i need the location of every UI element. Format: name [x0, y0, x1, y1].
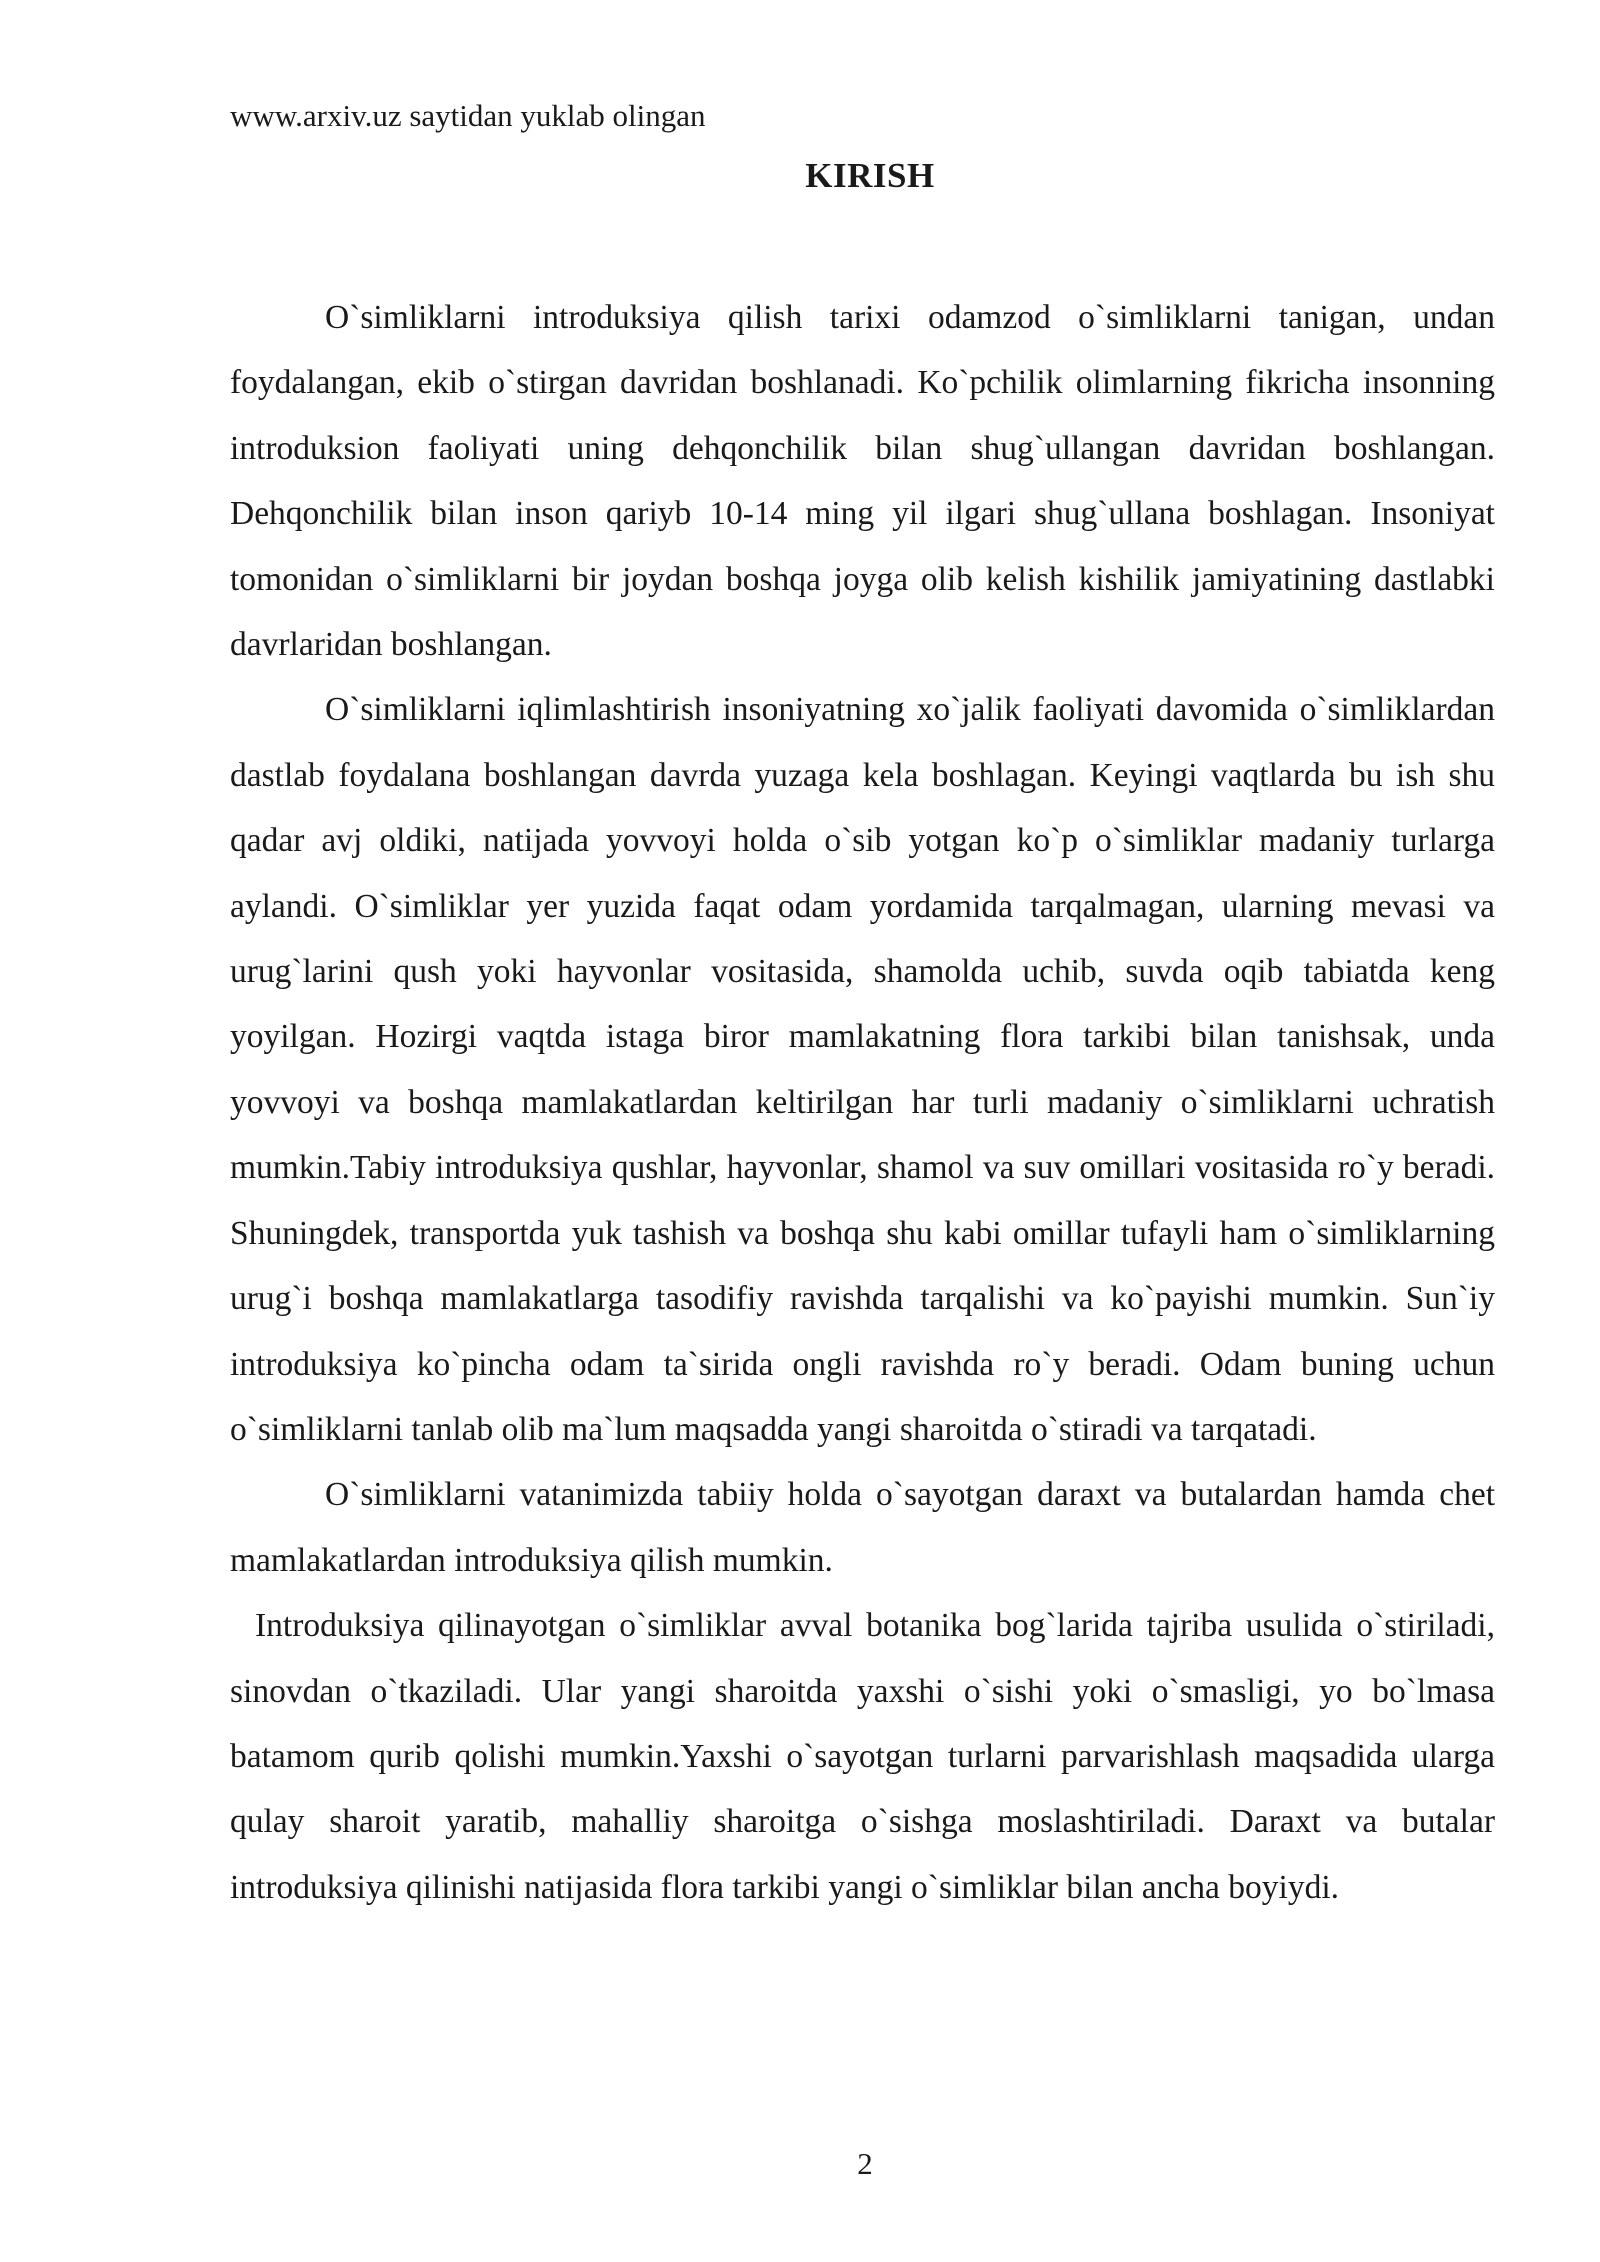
paragraph-4: Introduksiya qilinayotgan o`simliklar avval botanika bog`larida tajriba usulida o`stiriladi, sinovdan o`tkaziladi. Ular yangi sharoitda yaxshi o`sishi yoki o`smasligi, yo bo`lmasa batamom qurib qolishi mumkin.Yaxshi o`sayotgan turlarni parvarishlash maqsadida ularga qulay sharoit yaratib, mahalliy sharoitga o`sishga moslashtiriladi. Daraxt va butalar introduksiya qilinishi natijasida flora tarkibi yangi o`simliklar bilan ancha boyiydi. — [230, 1607, 1495, 1906]
paragraph-3: O`simliklarni vatanimizda tabiiy holda o`sayotgan daraxt va butalardan hamda chet mamlakatlardan introduksiya qilish mumkin. — [230, 1476, 1495, 1579]
paragraph-2: O`simliklarni iqlimlashtirish insoniyatning xo`jalik faoliyati davomida o`simliklardan dastlab foydalana boshlangan davrda yuzaga kela boshlagan. Keyingi vaqtlarda bu ish shu qadar avj oldiki, natijada yovvoyi holda o`sib yotgan ko`p o`simliklar madaniy turlarga aylandi. O`simliklar yer yuzida faqat odam yordamida tarqalmagan, ularning mevasi va urug`larini qush yoki hayvonlar vositasida, shamolda uchib, suvda oqib tabiatda keng yoyilgan. Hozirgi vaqtda istaga biror mamlakatning flora tarkibi bilan tanishsak, unda yovvoyi va boshqa mamlakatlardan keltirilgan har turli madaniy o`simliklarni uchratish mumkin.Tabiy introduksiya qushlar, hayvonlar, shamol va suv omillari vositasida ro`y beradi. Shuningdek, transportda yuk tashish va boshqa shu kabi omillar tufayli ham o`simliklarning urug`i boshqa mamlakatlarga tasodifiy ravishda tarqalishi va ko`payishi mumkin. Sun`iy introduksiya ko`pincha odam ta`sirida ongli ravishda ro`y beradi. Odam buning uchun o`simliklarni tanlab olib ma`lum maqsadda yangi sharoitda o`stiradi va tarqatadi. — [230, 691, 1495, 1448]
paragraph-1: O`simliklarni introduksiya qilish tarixi odamzod o`simliklarni tanigan, undan foydalangan, ekib o`stirgan davridan boshlanadi. Ko`pchilik olimlarning fikricha insonning introduksion faoliyati uning dehqonchilik bilan shug`ullangan davridan boshlangan. Dehqonchilik bilan inson qariyb 10-14 ming yil ilgari shug`ullana boshlagan. Insoniyat tomonidan o`simliklarni bir joydan boshqa joyga olib kelish kishilik jamiyatining dastlabki davrlaridan boshlangan. — [230, 299, 1495, 664]
page-title: KIRISH — [805, 156, 935, 195]
source-note: www.arxiv.uz saytidan yuklab olingan — [230, 98, 706, 133]
document-body — [230, 285, 1495, 1920]
page-number: 2 — [857, 2146, 873, 2181]
